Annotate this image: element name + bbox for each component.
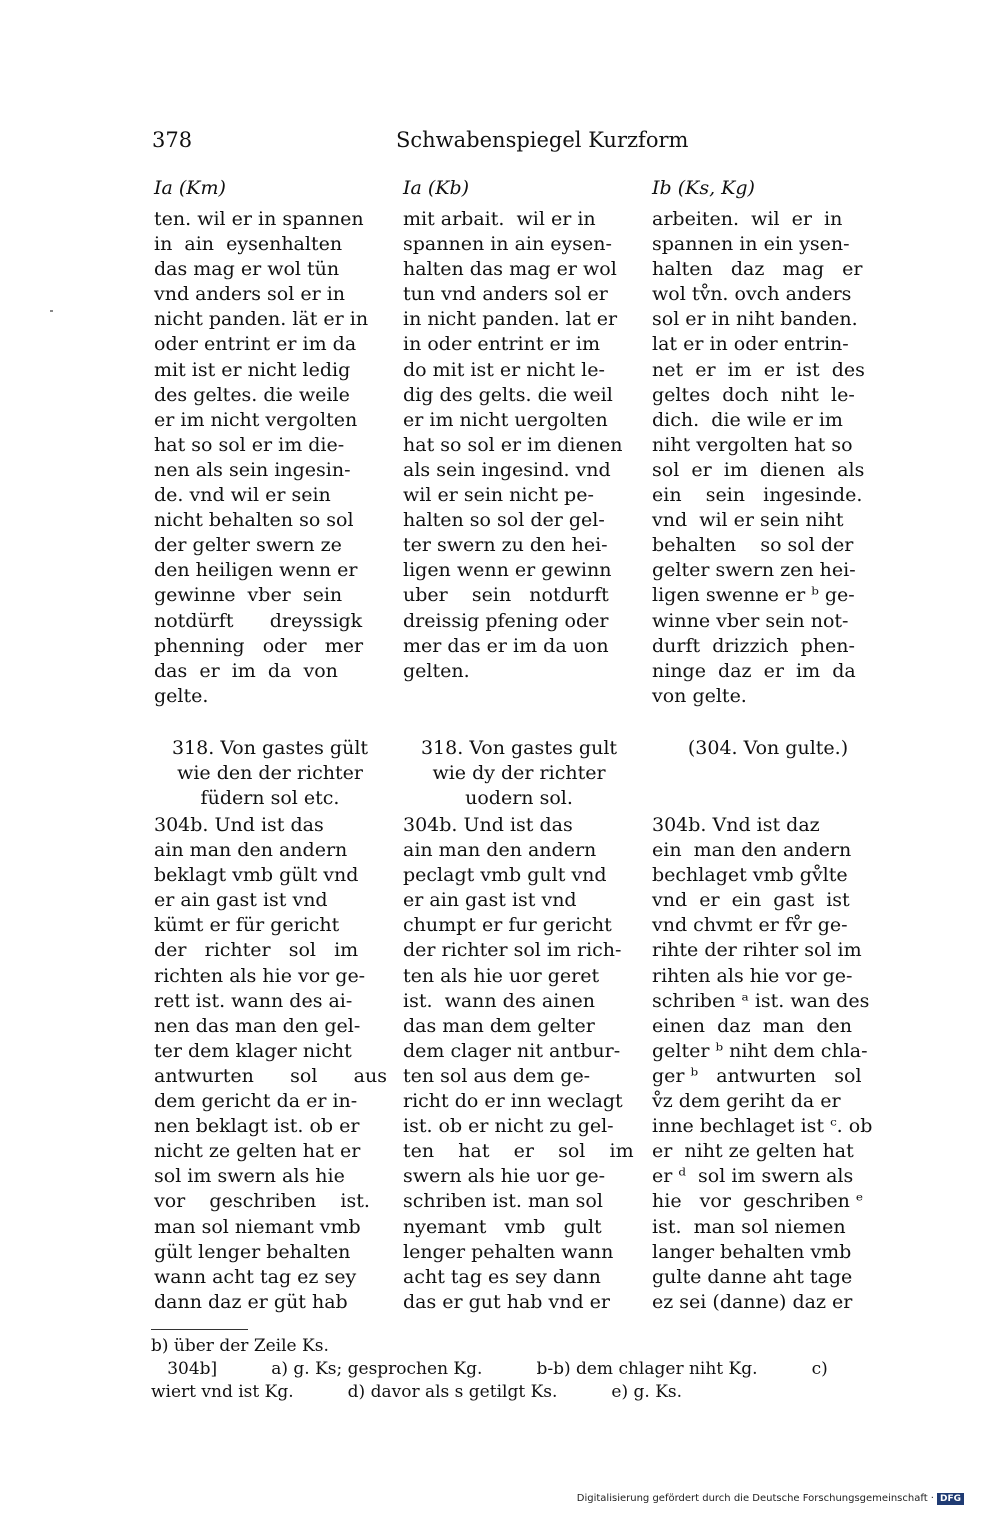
text-line: als sein ingesind. vnd <box>403 458 611 481</box>
text-line: ninge daz er im da <box>652 659 856 682</box>
text-line: schriben ᵃ ist. wan des <box>652 989 870 1012</box>
text-line: ist. wann des ainen <box>403 989 596 1012</box>
text-line: ten. wil er in spannen <box>154 208 364 230</box>
heading-line: wie den der richter <box>177 762 363 785</box>
text-line: durft drizzich phen- <box>652 634 855 657</box>
text-line: man sol niemant vmb <box>154 1215 361 1238</box>
text-line: sol im swern als hie <box>154 1165 345 1188</box>
text-line: uber sein notdurft <box>403 584 609 607</box>
text-line: hat so sol er im die- <box>154 433 345 456</box>
footnote-rule <box>151 1329 248 1330</box>
text-line: inne bechlaget ist ᶜ. ob <box>652 1115 873 1138</box>
text-line: er ain gast ist vnd <box>154 889 328 912</box>
column-text-section-2 <box>403 813 634 1315</box>
text-line: dig des gelts. die weil <box>403 383 613 406</box>
column-siglum: Ia (Km) <box>154 177 226 199</box>
text-line: 304b. Und ist das <box>154 814 324 836</box>
text-line: do mit ist er nicht le- <box>403 358 605 381</box>
text-line: rihte der rihter sol im <box>652 939 862 962</box>
column-text-section-1 <box>154 207 368 709</box>
page-header <box>152 128 882 158</box>
text-line: ist. ob er nicht zu gel- <box>403 1115 614 1138</box>
text-line: ligen wenn er gewinn <box>403 559 612 582</box>
text-line: in oder entrint er im <box>403 333 600 356</box>
text-line: rett ist. wann des ai- <box>154 989 353 1012</box>
footnote-line: b) über der Zeile Ks. <box>151 1336 329 1356</box>
text-line: von gelte. <box>652 684 747 707</box>
text-line: richt do er inn weclagt <box>403 1090 623 1113</box>
column-text-section-1 <box>652 207 865 709</box>
heading-line: füdern sol etc. <box>200 787 340 810</box>
section-heading <box>652 736 884 761</box>
text-line: vnd anders sol er in <box>154 283 346 306</box>
text-line: ist. man sol niemen <box>652 1215 846 1238</box>
text-line: das er im da von <box>154 659 338 682</box>
heading-line: (304. Von gulte.) <box>687 737 849 759</box>
heading-line: wie dy der richter <box>432 762 606 785</box>
text-line: de. vnd wil er sein <box>154 484 331 507</box>
digitization-credit <box>577 1493 964 1505</box>
text-line: wil er sein nicht pe- <box>403 484 594 507</box>
text-line: nicht panden. lät er in <box>154 308 369 331</box>
text-line: niht vergolten hat so <box>652 433 853 456</box>
text-line: behalten so sol der <box>652 534 854 557</box>
text-line: beklagt vmb gült vnd <box>154 864 359 887</box>
text-line: ter swern zu den hei- <box>403 534 608 557</box>
section-heading <box>154 736 386 811</box>
text-line: der richter sol im <box>154 939 359 962</box>
text-line: richten als hie vor ge- <box>154 964 366 987</box>
text-line: in ain eysenhalten <box>154 233 343 256</box>
running-title: Schwabenspiegel Kurzform <box>396 128 689 152</box>
text-line: des geltes. die weile <box>154 383 350 406</box>
text-line: er ᵈ sol im swern als <box>652 1165 854 1188</box>
text-line: sol er im dienen als <box>652 458 865 481</box>
text-line: ein sein ingesinde. <box>652 484 863 507</box>
column-siglum: Ib (Ks, Kg) <box>652 177 755 199</box>
text-line: ain man den andern <box>403 839 597 862</box>
text-line: spannen in ein ysen- <box>652 233 850 256</box>
text-line: sol er in niht banden. <box>652 308 858 331</box>
text-line: hie vor geschriben ᵉ <box>652 1190 864 1213</box>
text-line: vnd wil er sein niht <box>652 509 844 532</box>
text-line: er ain gast ist vnd <box>403 889 577 912</box>
text-line: mer das er im da uon <box>403 634 609 657</box>
text-line: lenger pehalten wann <box>403 1240 614 1263</box>
text-line: mit arbait. wil er in <box>403 208 596 230</box>
text-line: ain man den andern <box>154 839 348 862</box>
text-line: arbeiten. wil er in <box>652 208 843 230</box>
heading-line: 318. Von gastes gült <box>171 737 369 759</box>
text-line: halten so sol der gel- <box>403 509 605 532</box>
heading-line: uodern sol. <box>465 787 573 810</box>
text-line: 304b. Und ist das <box>403 814 573 836</box>
text-line: das er gut hab vnd er <box>403 1290 610 1313</box>
text-line: dem clager nit antbur- <box>403 1039 621 1062</box>
text-line: der richter sol im rich- <box>403 939 622 962</box>
credit-text: Digitalisierung gefördert durch die Deutsche Forschungsgemeinschaft · <box>576 1493 934 1504</box>
text-line: acht tag es sey dann <box>403 1265 601 1288</box>
text-line: dreissig pfening oder <box>403 609 609 632</box>
text-line: v̊z dem geriht da er <box>652 1090 841 1113</box>
dfg-logo: DFG <box>937 1493 964 1505</box>
text-line: mit ist er nicht ledig <box>154 358 351 381</box>
text-line: nicht ze gelten hat er <box>154 1140 361 1163</box>
footnotes <box>151 1335 886 1404</box>
text-line: 304b. Vnd ist daz <box>652 814 820 836</box>
text-line: ger ᵇ antwurten sol <box>652 1064 862 1087</box>
text-line: gelter ᵇ niht dem chla- <box>652 1039 868 1062</box>
text-line: dann daz er güt hab <box>154 1290 348 1313</box>
text-line: ten als hie uor geret <box>403 964 600 987</box>
text-line: er im nicht uergolten <box>403 408 608 431</box>
scan-speck <box>50 310 53 312</box>
text-line: nicht behalten so sol <box>154 509 354 532</box>
text-line: antwurten sol aus <box>154 1064 387 1087</box>
text-line: dem gericht da er in- <box>154 1090 358 1113</box>
column-text-section-1 <box>403 207 622 684</box>
text-line: ten sol aus dem ge- <box>403 1064 591 1087</box>
heading-line: 318. Von gastes gult <box>420 737 618 759</box>
text-line: gulte danne aht tage <box>652 1265 853 1288</box>
section-heading <box>403 736 635 811</box>
footnote-line: wiert vnd ist Kg. d) davor als s getilgt Ks. e) g. Ks. <box>151 1382 683 1402</box>
text-line: spannen in ain eysen- <box>403 233 612 256</box>
text-line: notdürft dreyssigk <box>154 609 363 632</box>
footnote-line: 304b] a) g. Ks; gesprochen Kg. b-b) dem chlager niht Kg. c) <box>151 1359 828 1379</box>
text-line: den heiligen wenn er <box>154 559 358 582</box>
text-line: lat er in oder entrin- <box>652 333 849 356</box>
text-line: er niht ze gelten hat <box>652 1140 854 1163</box>
text-line: ter dem klager nicht <box>154 1039 352 1062</box>
text-line: in nicht panden. lat er <box>403 308 618 331</box>
column-siglum: Ia (Kb) <box>403 177 470 199</box>
text-line: peclagt vmb gult vnd <box>403 864 607 887</box>
text-line: kümt er für gericht <box>154 914 340 937</box>
page-number: 378 <box>152 128 193 152</box>
text-line: winne vber sein not- <box>652 609 849 632</box>
text-line: phenning oder mer <box>154 634 364 657</box>
text-line: gelter swern zen hei- <box>652 559 856 582</box>
text-line: chumpt er fur gericht <box>403 914 612 937</box>
text-line: gelten. <box>403 659 470 682</box>
text-line: vor geschriben ist. <box>154 1190 370 1213</box>
text-line: bechlaget vmb gv̊lte <box>652 864 848 887</box>
text-line: ligen swenne er ᵇ ge- <box>652 584 855 607</box>
text-line: vnd er ein gast ist <box>652 889 850 912</box>
text-line: halten daz mag er <box>652 258 863 281</box>
text-line: nen als sein ingesin- <box>154 458 351 481</box>
text-line: net er im er ist des <box>652 358 865 381</box>
text-line: er im nicht vergolten <box>154 408 358 431</box>
text-line: ein man den andern <box>652 839 852 862</box>
text-line: vnd chvmt er fv̊r ge- <box>652 914 848 937</box>
text-line: gewinne vber sein <box>154 584 343 607</box>
text-line: das man dem gelter <box>403 1014 595 1037</box>
column-text-section-2 <box>652 813 872 1315</box>
text-line: tun vnd anders sol er <box>403 283 608 306</box>
text-line: nen das man den gel- <box>154 1014 361 1037</box>
text-line: oder entrint er im da <box>154 333 357 356</box>
text-line: gült lenger behalten <box>154 1240 351 1263</box>
text-line: einen daz man den <box>652 1014 853 1037</box>
text-line: wol tv̊n. ovch anders <box>652 283 852 306</box>
text-line: der gelter swern ze <box>154 534 342 557</box>
text-line: swern als hie uor ge- <box>403 1165 606 1188</box>
text-line: geltes doch niht le- <box>652 383 855 406</box>
text-line: das mag er wol tün <box>154 258 340 281</box>
text-line: schriben ist. man sol <box>403 1190 603 1213</box>
text-line: wann acht tag ez sey <box>154 1265 357 1288</box>
text-line: nen beklagt ist. ob er <box>154 1115 360 1138</box>
text-line: ten hat er sol im <box>403 1140 634 1163</box>
column-text-section-2 <box>154 813 387 1315</box>
text-line: nyemant vmb gult <box>403 1215 602 1238</box>
text-line: hat so sol er im dienen <box>403 433 623 456</box>
text-line: dich. die wile er im <box>652 408 843 431</box>
text-line: rihten als hie vor ge- <box>652 964 853 987</box>
text-line: langer behalten vmb <box>652 1240 852 1263</box>
text-line: halten das mag er wol <box>403 258 617 281</box>
text-line: ez sei (danne) daz er <box>652 1290 853 1313</box>
text-line: gelte. <box>154 684 209 707</box>
